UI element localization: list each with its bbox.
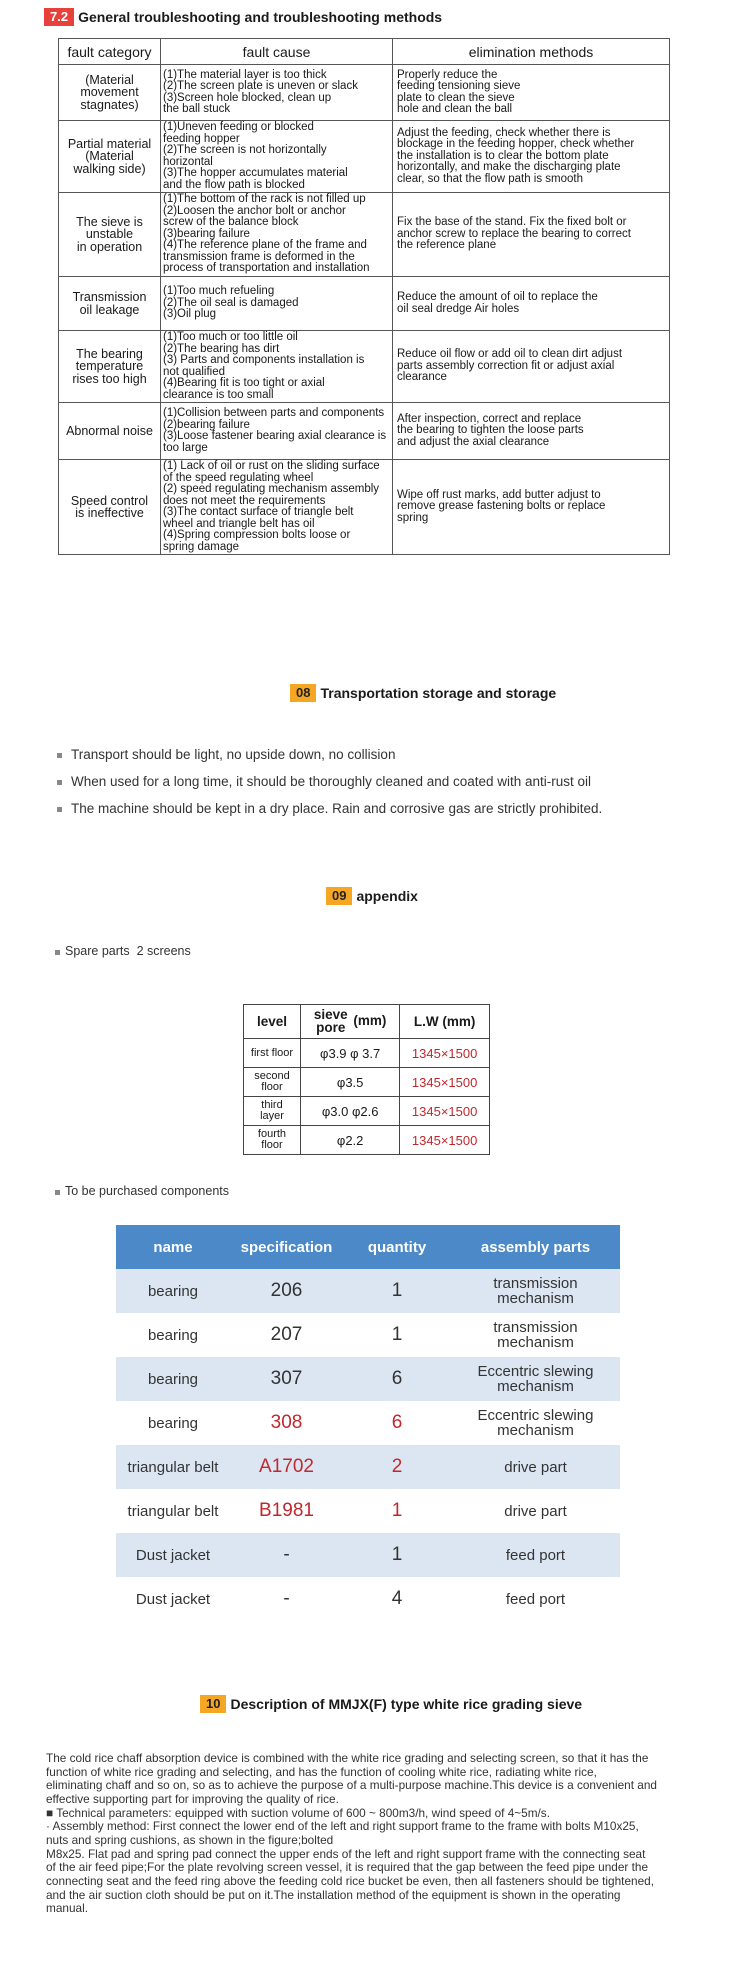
component-spec-cell: 308 xyxy=(230,1401,343,1445)
component-assembly-cell xyxy=(451,1533,620,1577)
table-row xyxy=(59,65,670,121)
fault-category-line: stagnates) xyxy=(80,97,139,112)
elimination-method-line: Wipe off rust marks, add butter adjust to xyxy=(397,488,601,501)
fault-cause-line: (2)The bearing has dirt xyxy=(163,342,280,355)
spare-level-line: layer xyxy=(260,1110,284,1122)
spare-lw-cell: 1345×1500 xyxy=(400,1097,490,1126)
section-number-badge: 7.2 xyxy=(44,8,74,26)
fault-category-line: (Material xyxy=(85,149,134,164)
fault-category-line: rises too high xyxy=(72,371,147,386)
description-line: of the air feed pipe;For the plate revolving screen vessel, it is required that the gap between the feed pipe under the xyxy=(46,1860,649,1875)
component-spec-cell: 307 xyxy=(230,1357,343,1401)
description-paragraph xyxy=(46,1752,692,1916)
elimination-method-cell xyxy=(393,65,670,121)
fault-cause-line: (3)bearing failure xyxy=(163,227,250,240)
fault-cause-line: (2)The screen plate is uneven or slack xyxy=(163,80,358,92)
fault-category-line: temperature xyxy=(75,359,144,374)
fault-cause-line: screw of the balance block xyxy=(163,216,299,229)
component-qty-cell: 2 xyxy=(343,1445,451,1489)
fault-cause-line: does not meet the requirements xyxy=(163,494,326,507)
fault-category-cell xyxy=(59,331,161,403)
spare-level-line: first floor xyxy=(250,1046,294,1059)
fault-cause-line: (4)Spring compression bolts loose or xyxy=(163,529,351,541)
component-assembly-line: drive part xyxy=(504,1502,567,1520)
component-name-cell: bearing xyxy=(116,1401,230,1445)
fault-cause-line: spring damage xyxy=(163,540,240,553)
fault-cause-line: (3)The contact surface of triangle belt xyxy=(163,506,354,518)
component-assembly-cell xyxy=(451,1577,620,1621)
component-assembly-line: mechanism xyxy=(497,1290,574,1307)
elimination-method-cell xyxy=(393,121,670,193)
table-row xyxy=(244,1097,490,1126)
fault-cause-line: not qualified xyxy=(163,365,226,378)
elimination-method-cell xyxy=(393,460,670,555)
fault-cause-line: (4)Bearing fit is too tight or axial xyxy=(163,377,325,389)
elimination-method-line: the installation is to clear the bottom plate xyxy=(397,149,609,162)
fault-cause-line: transmission frame is deformed in the xyxy=(163,250,355,263)
component-qty-cell: 1 xyxy=(343,1313,451,1357)
description-line: function of white rice grading and selecting, and has the function of cooling white rice, radiating white rice, xyxy=(46,1764,597,1779)
spare-level-cell xyxy=(244,1039,301,1068)
fault-category-cell xyxy=(59,193,161,277)
header-mm: (mm) xyxy=(353,1013,387,1029)
component-assembly-cell xyxy=(451,1269,620,1313)
fault-cause-line: (3)Oil plug xyxy=(163,308,217,321)
table-row xyxy=(116,1577,620,1621)
transport-bullets xyxy=(55,747,602,828)
fault-category-line: Abnormal noise xyxy=(66,423,153,438)
component-spec-cell: A1702 xyxy=(230,1445,343,1489)
component-qty-cell: 4 xyxy=(343,1577,451,1621)
description-line: · Assembly method: First connect the lower end of the left and right support frame to the frame with bolts M10x25, xyxy=(46,1819,639,1834)
fault-category-line: Speed control xyxy=(70,493,149,508)
elimination-method-line: anchor screw to replace the bearing to correct xyxy=(397,227,631,240)
component-qty-cell: 6 xyxy=(343,1401,451,1445)
component-name-cell: Dust jacket xyxy=(116,1577,230,1621)
spare-level-line: second xyxy=(254,1070,290,1082)
section-08-header xyxy=(290,684,556,702)
spare-level-line: floor xyxy=(261,1139,283,1151)
header-assembly-parts: assembly parts xyxy=(451,1225,620,1269)
component-assembly-line: Eccentric slewing xyxy=(477,1363,594,1380)
components-label: To be purchased components xyxy=(55,1184,229,1198)
elimination-method-line: Reduce oil flow or add oil to clean dirt adjust xyxy=(397,348,623,361)
fault-cause-line: (1)The bottom of the rack is not filled up xyxy=(163,193,366,206)
header-name: name xyxy=(116,1225,230,1269)
component-qty-cell: 1 xyxy=(343,1489,451,1533)
spare-lw-cell: 1345×1500 xyxy=(400,1068,490,1097)
section-number-badge: 08 xyxy=(290,684,316,702)
fault-cause-line: too large xyxy=(163,441,208,454)
spare-pore-cell: φ3.9 φ 3.7 xyxy=(301,1039,400,1068)
table-row xyxy=(116,1489,620,1533)
component-assembly-cell xyxy=(451,1313,620,1357)
table-row xyxy=(59,193,670,277)
elimination-method-line: and adjust the axial clearance xyxy=(397,435,550,448)
component-assembly-line: feed port xyxy=(505,1590,566,1608)
section-title: Transportation storage and storage xyxy=(320,685,557,701)
table-row xyxy=(59,121,670,193)
elimination-method-line: feeding tensioning sieve xyxy=(397,80,521,92)
fault-cause-line: (1)The material layer is too thick xyxy=(163,68,327,81)
header-fault-category: fault category xyxy=(59,39,161,65)
elimination-method-line: Adjust the feeding, check whether there is xyxy=(397,126,611,139)
spare-level-cell xyxy=(244,1097,301,1126)
fault-cause-line: (2)Loosen the anchor bolt or anchor xyxy=(163,204,346,217)
component-name-cell: triangular belt xyxy=(116,1489,230,1533)
component-assembly-line: mechanism xyxy=(497,1378,574,1395)
fault-category-line: The bearing xyxy=(76,346,143,361)
elimination-method-line: the reference plane xyxy=(397,239,497,252)
table-row xyxy=(116,1313,620,1357)
fault-category-line: unstable xyxy=(85,227,134,242)
spare-level-line: third xyxy=(261,1099,283,1111)
table-row xyxy=(116,1357,620,1401)
fault-cause-line: process of transportation and installation xyxy=(163,262,370,275)
header-sieve: sieve xyxy=(313,1006,348,1022)
elimination-method-line: horizontally, and make the discharging plate xyxy=(397,161,621,174)
fault-cause-line: (3)Loose fastener bearing axial clearance is xyxy=(163,430,387,442)
description-line: eliminating chaff and so on, so as to achieve the purpose of a multi-purpose machine.This device is a convenient and xyxy=(46,1778,657,1793)
elimination-method-line: oil seal dredge Air holes xyxy=(397,302,520,315)
fault-cause-line: horizontal xyxy=(163,155,213,168)
table-row xyxy=(244,1126,490,1155)
header-quantity: quantity xyxy=(343,1225,451,1269)
fault-cause-line: the ball stuck xyxy=(163,103,231,115)
component-spec-cell: 207 xyxy=(230,1313,343,1357)
fault-category-line: in operation xyxy=(76,239,143,254)
table-row xyxy=(116,1269,620,1313)
fault-cause-cell xyxy=(161,121,393,193)
elimination-method-line: Fix the base of the stand. Fix the fixed bolt or xyxy=(397,216,627,229)
component-spec-cell: 206 xyxy=(230,1269,343,1313)
fault-cause-line: (3) Parts and components installation is xyxy=(163,354,365,366)
elimination-method-line: clear, so that the flow path is smooth xyxy=(397,172,584,185)
fault-cause-cell xyxy=(161,331,393,403)
header-level: level xyxy=(244,1005,301,1039)
description-line: connecting seat and the feed ring above the feeding cold rice bucket be even, then all fasteners should be tightened, xyxy=(46,1874,654,1889)
description-line: ■ Technical parameters: equipped with suction volume of 600 ~ 800m3/h, wind speed of 4~5m/s. xyxy=(46,1805,550,1820)
fault-category-cell xyxy=(59,277,161,331)
component-spec-cell: B1981 xyxy=(230,1489,343,1533)
fault-cause-line: feeding hopper xyxy=(163,132,240,145)
component-qty-cell: 1 xyxy=(343,1533,451,1577)
component-name-cell: triangular belt xyxy=(116,1445,230,1489)
fault-category-line: is ineffective xyxy=(75,506,144,520)
elimination-method-line: remove grease fastening bolts or replace xyxy=(397,500,606,513)
spare-table-header-row xyxy=(244,1005,490,1039)
fault-cause-line: (2)The oil seal is damaged xyxy=(163,296,299,309)
table-row xyxy=(59,403,670,460)
fault-cause-line: (3)The hopper accumulates material xyxy=(163,167,348,179)
table-row xyxy=(244,1039,490,1068)
header-specification: specification xyxy=(230,1225,343,1269)
component-qty-cell: 1 xyxy=(343,1269,451,1313)
fault-table-header-row xyxy=(59,39,670,65)
section-title: appendix xyxy=(356,888,418,904)
component-name-cell: bearing xyxy=(116,1313,230,1357)
header-sieve-pore xyxy=(301,1005,400,1039)
fault-cause-line: and the flow path is blocked xyxy=(163,178,305,191)
fault-category-line: movement xyxy=(80,85,139,100)
table-row xyxy=(59,277,670,331)
fault-category-cell xyxy=(59,460,161,555)
fault-cause-line: clearance is too small xyxy=(163,388,274,401)
fault-category-line: oil leakage xyxy=(79,302,140,317)
table-row xyxy=(59,331,670,403)
spare-parts-table xyxy=(243,1004,490,1155)
header-fault-cause: fault cause xyxy=(161,39,393,65)
spare-pore-cell: φ2.2 xyxy=(301,1126,400,1155)
spare-pore-cell: φ3.0 φ2.6 xyxy=(301,1097,400,1126)
spare-pore-cell: φ3.5 xyxy=(301,1068,400,1097)
components-table xyxy=(116,1225,620,1621)
fault-cause-cell xyxy=(161,403,393,460)
section-number-badge: 10 xyxy=(200,1695,226,1713)
fault-cause-cell xyxy=(161,65,393,121)
table-row xyxy=(244,1068,490,1097)
fault-cause-line: wheel and triangle belt has oil xyxy=(163,517,315,530)
component-assembly-cell xyxy=(451,1401,620,1445)
component-assembly-line: Eccentric slewing xyxy=(477,1407,594,1424)
fault-cause-line: (3)Screen hole blocked, clean up xyxy=(163,91,332,104)
spare-level-line: fourth xyxy=(257,1128,287,1140)
elimination-method-line: hole and clean the ball xyxy=(397,103,513,115)
description-line: M8x25. Flat pad and spring pad connect the upper ends of the left and right support frame with the connecting seat xyxy=(46,1846,646,1861)
header-lw: L.W (mm) xyxy=(400,1005,490,1039)
fault-category-cell xyxy=(59,65,161,121)
component-assembly-cell xyxy=(451,1489,620,1533)
fault-cause-line: (2)bearing failure xyxy=(163,418,250,431)
elimination-method-line: blockage in the feeding hopper, check whether xyxy=(397,138,635,151)
description-line: nuts and spring cushions, as shown in the figure;bolted xyxy=(46,1833,334,1848)
fault-cause-line: (2)The screen is not horizontally xyxy=(163,144,327,156)
component-assembly-line: feed port xyxy=(505,1546,566,1564)
elimination-method-line: clearance xyxy=(397,371,447,384)
component-assembly-line: transmission xyxy=(493,1319,578,1336)
elimination-method-cell xyxy=(393,403,670,460)
spare-lw-cell: 1345×1500 xyxy=(400,1126,490,1155)
component-assembly-line: transmission xyxy=(493,1275,578,1292)
fault-category-line: Partial material xyxy=(67,136,152,151)
elimination-method-line: spring xyxy=(397,511,429,524)
fault-category-line: The sieve is xyxy=(76,214,143,229)
fault-cause-line: (1) Lack of oil or rust on the sliding surface xyxy=(163,460,380,472)
fault-cause-line: (2) speed regulating mechanism assembly xyxy=(163,483,380,495)
list-item: The machine should be kept in a dry place. Rain and corrosive gas are strictly prohibited. xyxy=(55,801,602,828)
description-line: The cold rice chaff absorption device is combined with the white rice grading and selecting screen, so that it has the xyxy=(46,1751,649,1765)
component-assembly-line: mechanism xyxy=(497,1422,574,1439)
fault-category-cell xyxy=(59,403,161,460)
component-qty-cell: 6 xyxy=(343,1357,451,1401)
elimination-method-line: plate to clean the sieve xyxy=(397,91,515,104)
elimination-method-line: the bearing to tighten the loose parts xyxy=(397,424,584,437)
list-item: Transport should be light, no upside down, no collision xyxy=(55,747,602,774)
description-line: manual. xyxy=(46,1901,88,1916)
component-assembly-line: drive part xyxy=(504,1458,567,1476)
section-7-2-header xyxy=(44,8,442,26)
components-header-row xyxy=(116,1225,620,1269)
section-number-badge: 09 xyxy=(326,887,352,905)
section-09-header xyxy=(326,887,418,905)
description-line: and the air suction cloth should be put on it.The installation method of the equipment is shown in the operating xyxy=(46,1887,621,1902)
fault-cause-line: (1)Too much refueling xyxy=(163,285,275,298)
spare-lw-cell: 1345×1500 xyxy=(400,1039,490,1068)
fault-cause-line: (1)Too much or too little oil xyxy=(163,331,298,343)
fault-cause-line: (4)The reference plane of the frame and xyxy=(163,239,367,252)
spare-level-line: floor xyxy=(261,1081,283,1093)
fault-table xyxy=(58,38,670,555)
fault-category-line: Transmission xyxy=(72,290,147,304)
elimination-method-cell xyxy=(393,331,670,403)
header-pore: pore xyxy=(316,1019,346,1035)
component-spec-cell: - xyxy=(230,1577,343,1621)
section-title: General troubleshooting and troubleshooting methods xyxy=(78,9,443,25)
fault-cause-cell xyxy=(161,277,393,331)
fault-category-line: walking side) xyxy=(73,161,146,176)
fault-category-line: (Material xyxy=(85,72,134,87)
component-name-cell: Dust jacket xyxy=(116,1533,230,1577)
fault-cause-line: of the speed regulating wheel xyxy=(163,471,314,484)
fault-cause-line: (1)Uneven feeding or blocked xyxy=(163,121,314,133)
elimination-method-line: After inspection, correct and replace xyxy=(397,412,582,425)
fault-category-cell xyxy=(59,121,161,193)
elimination-method-line: Properly reduce the xyxy=(397,68,498,81)
table-row xyxy=(59,460,670,555)
fault-cause-cell xyxy=(161,193,393,277)
component-spec-cell: - xyxy=(230,1533,343,1577)
table-row xyxy=(116,1401,620,1445)
fault-cause-line: (1)Collision between parts and components xyxy=(163,407,385,419)
component-assembly-line: mechanism xyxy=(497,1334,574,1351)
description-line: effective supporting part for improving the quality of rice. xyxy=(46,1792,339,1807)
component-assembly-cell xyxy=(451,1445,620,1489)
component-name-cell: bearing xyxy=(116,1269,230,1313)
spare-level-cell xyxy=(244,1068,301,1097)
component-assembly-cell xyxy=(451,1357,620,1401)
header-elimination-methods: elimination methods xyxy=(393,39,670,65)
table-row xyxy=(116,1533,620,1577)
section-10-header xyxy=(200,1695,582,1713)
section-title: Description of MMJX(F) type white rice grading sieve xyxy=(230,1696,583,1712)
elimination-method-line: parts assembly correction fit or adjust axial xyxy=(397,359,615,372)
fault-cause-cell xyxy=(161,460,393,555)
elimination-method-cell xyxy=(393,277,670,331)
spare-level-cell xyxy=(244,1126,301,1155)
elimination-method-line: Reduce the amount of oil to replace the xyxy=(397,291,598,303)
spare-parts-label: Spare parts 2 screens xyxy=(55,944,191,958)
elimination-method-cell xyxy=(393,193,670,277)
table-row xyxy=(116,1445,620,1489)
component-name-cell: bearing xyxy=(116,1357,230,1401)
list-item: When used for a long time, it should be thoroughly cleaned and coated with anti-rust oil xyxy=(55,774,602,801)
